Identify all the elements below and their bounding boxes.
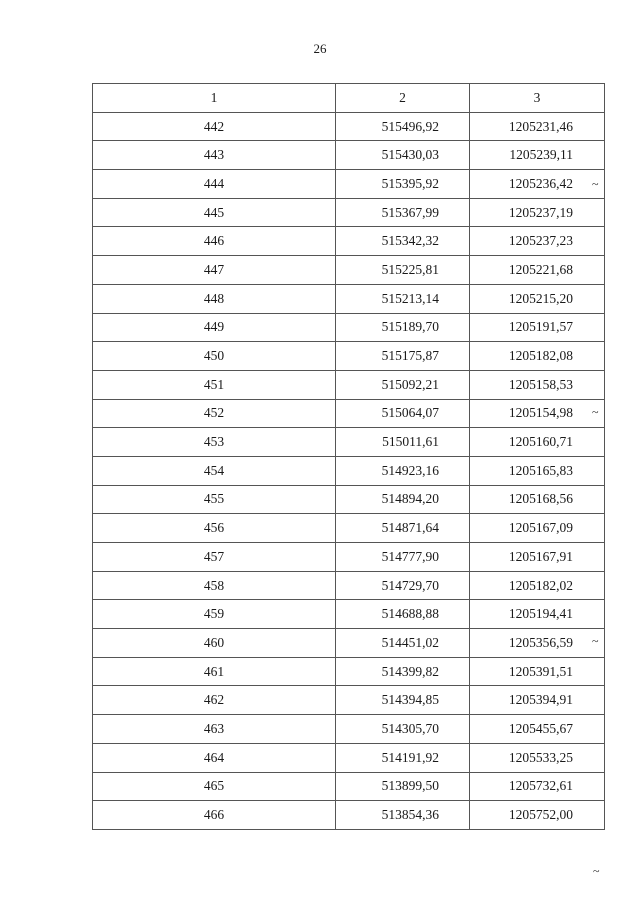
y-coordinate: 1205533,25 <box>470 743 605 772</box>
table-row <box>93 284 605 313</box>
x-coordinate: 514399,82 <box>336 657 470 686</box>
x-coordinate: 514777,90 <box>336 543 470 572</box>
point-number: 462 <box>93 686 336 715</box>
point-number: 445 <box>93 198 336 227</box>
point-number: 442 <box>93 112 336 141</box>
x-coordinate: 515092,21 <box>336 370 470 399</box>
point-number: 446 <box>93 227 336 256</box>
x-coordinate: 515367,99 <box>336 198 470 227</box>
x-coordinate: 515430,03 <box>336 141 470 170</box>
point-number: 451 <box>93 370 336 399</box>
y-coordinate: 1205182,08 <box>470 342 605 371</box>
point-number: 447 <box>93 256 336 285</box>
point-number: 457 <box>93 543 336 572</box>
table-row <box>93 170 605 199</box>
column-header-3: 3 <box>470 84 605 113</box>
x-coordinate: 514729,70 <box>336 571 470 600</box>
x-coordinate: 514305,70 <box>336 715 470 744</box>
x-coordinate: 514191,92 <box>336 743 470 772</box>
x-coordinate: 514894,20 <box>336 485 470 514</box>
table-row <box>93 686 605 715</box>
point-number: 450 <box>93 342 336 371</box>
point-number: 448 <box>93 284 336 313</box>
y-coordinate: 1205154,98 <box>470 399 605 428</box>
x-coordinate: 515011,61 <box>336 428 470 457</box>
y-coordinate: 1205237,19 <box>470 198 605 227</box>
x-coordinate: 515189,70 <box>336 313 470 342</box>
table-row <box>93 198 605 227</box>
column-header-2: 2 <box>336 84 470 113</box>
y-coordinate: 1205221,68 <box>470 256 605 285</box>
x-coordinate: 515496,92 <box>336 112 470 141</box>
point-number: 463 <box>93 715 336 744</box>
table-row <box>93 313 605 342</box>
x-coordinate: 515225,81 <box>336 256 470 285</box>
table-row <box>93 543 605 572</box>
y-coordinate: 1205236,42 <box>470 170 605 199</box>
table-row <box>93 370 605 399</box>
x-coordinate: 514394,85 <box>336 686 470 715</box>
x-coordinate: 515213,14 <box>336 284 470 313</box>
table-row <box>93 399 605 428</box>
x-coordinate: 514923,16 <box>336 456 470 485</box>
table-row <box>93 456 605 485</box>
point-number: 443 <box>93 141 336 170</box>
point-number: 466 <box>93 801 336 830</box>
y-coordinate: 1205182,02 <box>470 571 605 600</box>
tilde-mark: ~ <box>592 405 599 419</box>
y-coordinate: 1205167,09 <box>470 514 605 543</box>
table-row <box>93 772 605 801</box>
x-coordinate: 513854,36 <box>336 801 470 830</box>
point-number: 461 <box>93 657 336 686</box>
table-row <box>93 743 605 772</box>
table-row <box>93 342 605 371</box>
y-coordinate: 1205231,46 <box>470 112 605 141</box>
y-coordinate: 1205158,53 <box>470 370 605 399</box>
point-number: 453 <box>93 428 336 457</box>
table-row <box>93 141 605 170</box>
point-number: 455 <box>93 485 336 514</box>
tilde-mark: ~ <box>592 634 599 648</box>
point-number: 449 <box>93 313 336 342</box>
x-coordinate: 515395,92 <box>336 170 470 199</box>
page-number: 26 <box>313 41 327 56</box>
y-coordinate: 1205215,20 <box>470 284 605 313</box>
column-header-1: 1 <box>93 84 336 113</box>
y-coordinate: 1205394,91 <box>470 686 605 715</box>
point-number: 454 <box>93 456 336 485</box>
y-coordinate: 1205160,71 <box>470 428 605 457</box>
x-coordinate: 514688,88 <box>336 600 470 629</box>
y-coordinate: 1205191,57 <box>470 313 605 342</box>
y-coordinate: 1205237,23 <box>470 227 605 256</box>
point-number: 465 <box>93 772 336 801</box>
tilde-mark: ~ <box>592 177 599 191</box>
point-number: 456 <box>93 514 336 543</box>
table-header-row <box>93 84 605 113</box>
point-number: 452 <box>93 399 336 428</box>
table-row <box>93 801 605 830</box>
y-coordinate: 1205168,56 <box>470 485 605 514</box>
x-coordinate: 514871,64 <box>336 514 470 543</box>
point-number: 464 <box>93 743 336 772</box>
y-coordinate: 1205165,83 <box>470 456 605 485</box>
x-coordinate: 515175,87 <box>336 342 470 371</box>
y-coordinate: 1205391,51 <box>470 657 605 686</box>
table-row <box>93 514 605 543</box>
y-coordinate: 1205239,11 <box>470 141 605 170</box>
point-number: 460 <box>93 629 336 658</box>
point-number: 459 <box>93 600 336 629</box>
tilde-mark: ~ <box>593 864 600 878</box>
y-coordinate: 1205167,91 <box>470 543 605 572</box>
table-row <box>93 571 605 600</box>
table-row <box>93 112 605 141</box>
x-coordinate: 514451,02 <box>336 629 470 658</box>
table-row <box>93 715 605 744</box>
x-coordinate: 513899,50 <box>336 772 470 801</box>
table-row <box>93 485 605 514</box>
point-number: 458 <box>93 571 336 600</box>
table-row <box>93 629 605 658</box>
y-coordinate: 1205752,00 <box>470 801 605 830</box>
y-coordinate: 1205455,67 <box>470 715 605 744</box>
y-coordinate: 1205356,59 <box>470 629 605 658</box>
x-coordinate: 515064,07 <box>336 399 470 428</box>
y-coordinate: 1205732,61 <box>470 772 605 801</box>
coordinates-table <box>92 83 605 830</box>
table-row <box>93 227 605 256</box>
table-row <box>93 428 605 457</box>
table-row <box>93 256 605 285</box>
y-coordinate: 1205194,41 <box>470 600 605 629</box>
table-row <box>93 600 605 629</box>
table-row <box>93 657 605 686</box>
x-coordinate: 515342,32 <box>336 227 470 256</box>
point-number: 444 <box>93 170 336 199</box>
